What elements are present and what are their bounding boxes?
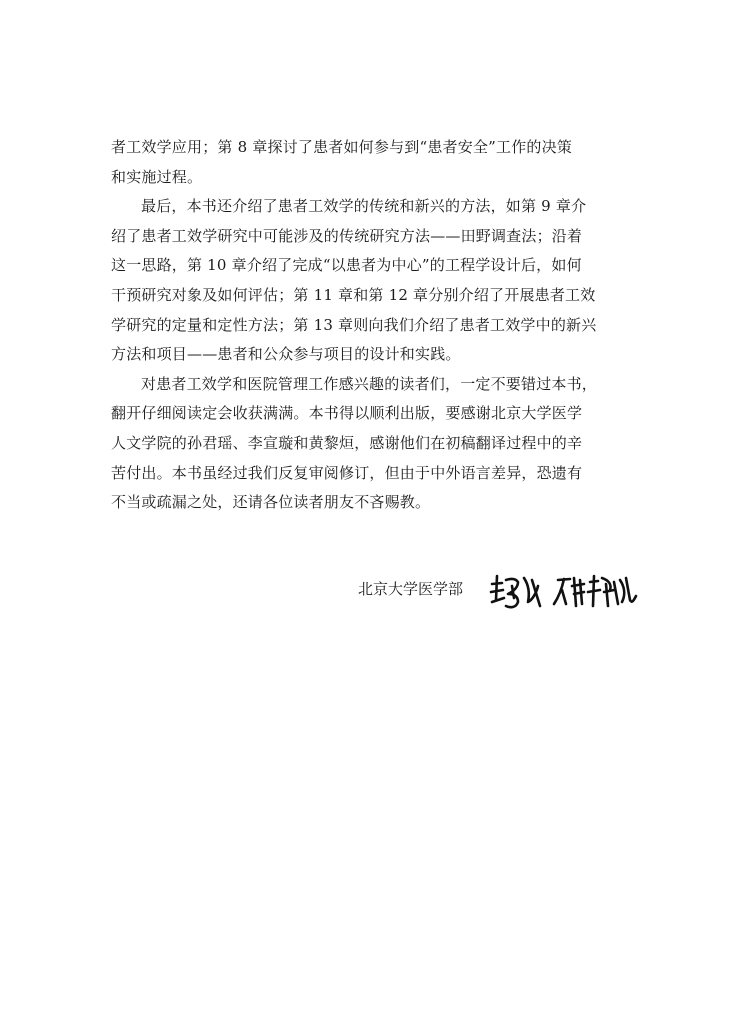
paragraph-2 (111, 192, 631, 370)
paragraph-3 (111, 370, 631, 518)
text-line: 和实施过程。 (111, 167, 203, 186)
body-text (111, 133, 631, 518)
paragraph-1 (111, 133, 631, 192)
text-line: 学研究的定量和定性方法；第 13 章则向我们介绍了患者工效学中的新兴 (111, 315, 597, 334)
text-line: 对患者工效学和医院管理工作感兴趣的读者们，一定不要错过本书， (141, 374, 598, 393)
signing-organization: 北京大学医学部 (358, 580, 464, 598)
text-line: 翻开仔细阅读定会收获满满。本书得以顺利出版，要感谢北京大学医学 (111, 404, 583, 423)
signature-block (358, 572, 658, 612)
handwritten-signature (488, 570, 648, 614)
text-line: 绍了患者工效学研究中可能涉及的传统研究方法——田野调查法；沿着 (111, 226, 583, 245)
text-line: 这一思路，第 10 章介绍了完成“以患者为中心”的工程学设计后，如何 (111, 256, 582, 275)
text-line: 不当或疏漏之处，还请各位读者朋友不吝赐教。 (111, 493, 431, 512)
text-line: 人文学院的孙君瑶、李宣璇和黄黎烜，感谢他们在初稿翻译过程中的辛 (111, 433, 583, 452)
text-line: 方法和项目——患者和公众参与项目的设计和实践。 (111, 345, 461, 364)
text-line: 苦付出。本书虽经过我们反复审阅修订，但由于中外语言差异，恐遗有 (111, 463, 583, 482)
text-line: 最后，本书还介绍了患者工效学的传统和新兴的方法，如第 9 章介 (141, 197, 587, 216)
text-line: 干预研究对象及如何评估；第 11 章和第 12 章分别介绍了开展患者工效 (111, 285, 596, 304)
text-line: 者工效学应用；第 8 章探讨了患者如何参与到“患者安全”工作的决策 (111, 138, 573, 156)
